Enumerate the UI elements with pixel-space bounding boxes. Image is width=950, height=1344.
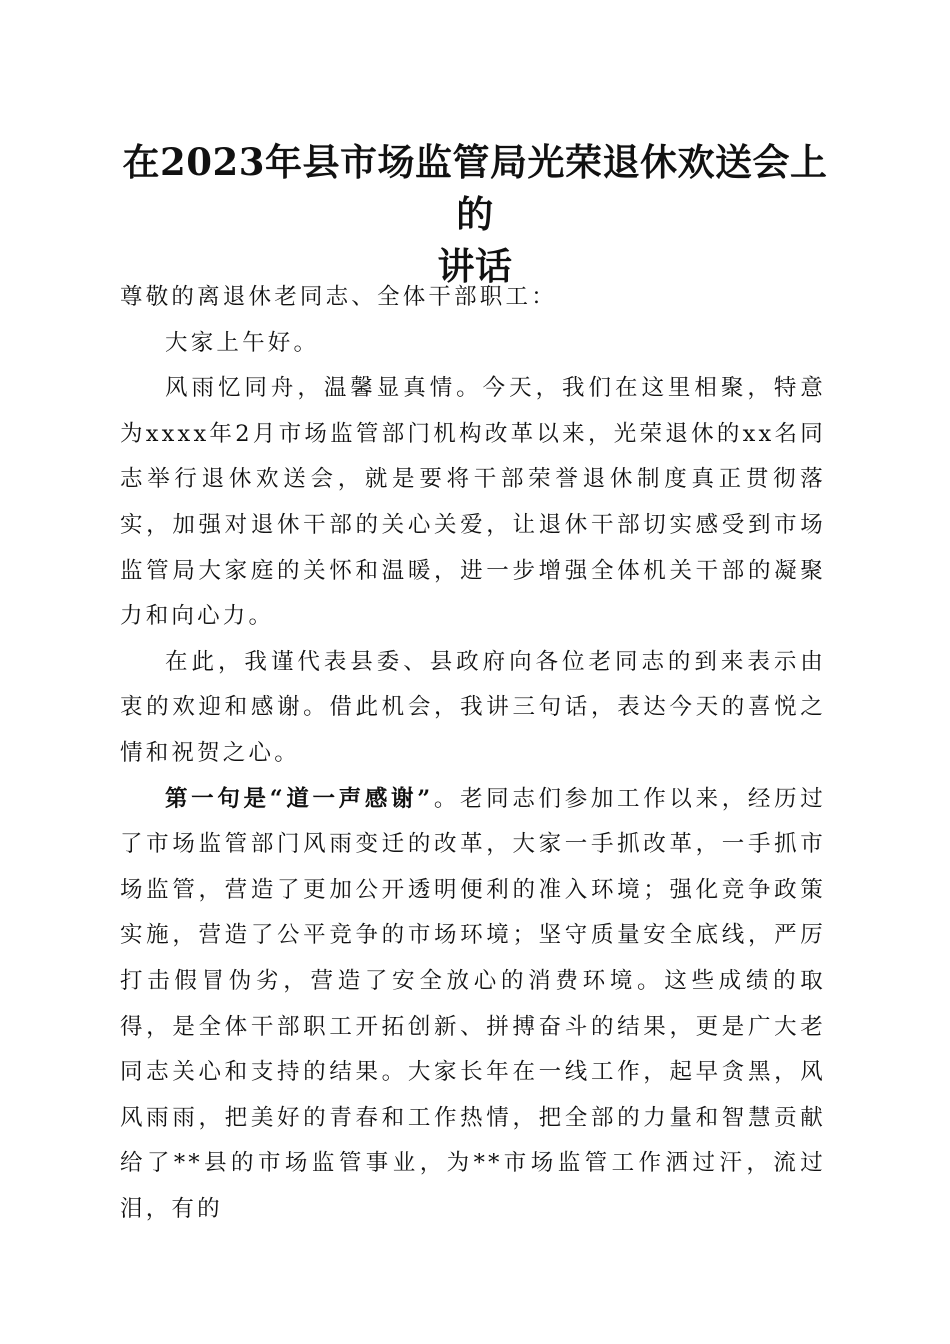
- paragraph-2: 在此，我谨代表县委、县政府向各位老同志的到来表示由衷的欢迎和感谢。借此机会，我讲三句话，表达今天的喜悦之情和祝贺之心。: [120, 648, 826, 766]
- salutation: 尊敬的离退休老同志、全体干部职工：: [120, 284, 557, 310]
- paragraph-1: 风雨忆同舟，温馨显真情。今天，我们在这里相聚，特意为xxxx年2月市场监管部门机构改革以来，光荣退休的xx名同志举行退休欢送会，就是要将干部荣誉退休制度真正贯彻落实，加强对退休干部的关心关爱，让退休干部切实感受到市场监管局大家庭的关怀和温暖，进一步增强全体机关干部的凝聚力和向心力。: [120, 375, 826, 630]
- paragraph-3-lead: 第一句是“道一声感谢”: [165, 785, 434, 812]
- title-line-1: 在2023年县市场监管局光荣退休欢送会上的: [122, 140, 828, 236]
- document-title: [110, 136, 840, 292]
- greeting: 大家上午好。: [165, 329, 320, 356]
- title-line-2: 讲话: [437, 244, 513, 288]
- paragraph-3-rest: 。老同志们参加工作以来，经历过了市场监管部门风雨变迁的改革，大家一手抓改革，一手抓市场监管，营造了更加公开透明便利的准入环境；强化竞争政策实施，营造了公平竞争的市场环境；坚守质量安全底线，严厉打击假冒伪劣，营造了安全放心的消费环境。这些成绩的取得，是全体干部职工开拓创新、拼搏奋斗的结果，更是广大老同志关心和支持的结果。大家长年在一线工作，起早贪黑，风风雨雨，把美好的青春和工作热情，把全部的力量和智慧贡献给了**县的市场监管事业，为**市场监管工作洒过汗，流过泪，有的: [120, 785, 826, 1222]
- document-body: [120, 275, 826, 1232]
- paragraph-3: [120, 777, 826, 1233]
